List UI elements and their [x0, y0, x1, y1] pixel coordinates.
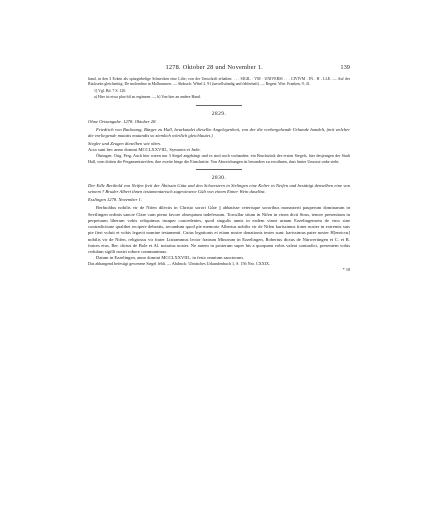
doc2-note: Das abhangend befestigt gewesene Siegel fehlt. — Abdruck: Ulmisches Urkundenbuch 1, S. 156 Nro. CXXIX.	[88, 261, 271, 267]
doc1-regest: Friedrich von Backnang, Bürger zu Hall, beurkundet dieselbe Angelegenheit, von der die vorhergehende Urkunde handelt, (mit welcher die vorliegende mutatis mutandis so ziemlich wörtlich gleichlautet.)	[88, 126, 350, 138]
doc2-closing: Datum in Ezzelingen, anno domini MCCLXXVIII., in festo omnium sanctorum.	[96, 255, 244, 261]
document-page	[88, 64, 350, 275]
doc1-description: Öhringen. Orig. Perg. Auch hier waren nur 3 Siegel angehängt und es sind noch vorhanden: ein Bruchstück des ersten Siegels, hier desjenigen der Stadt Hall, vom dritten die Pergamentstreifen, ihre zweite hinge die Einschnitte. Von Abweichungen ist besonders zu erwähnen, dass hinter Umosse onbe steht.	[88, 153, 350, 164]
signature-mark: * 18	[342, 266, 350, 272]
page-header	[88, 64, 350, 71]
footnote-2: a) Hier ist etwa plus-bil zu ergänzen. — b) Von hier an andere Hand.	[94, 94, 201, 99]
continuation-text: hand, in den 3 Ecken als spitzgiebelige Schnecken eine Lilie; von der Umschrift erhalten: . . . SIGIL · VM · UNIVERSI . . . CIVIVM . IN . H . LLE. — Auf der Rückseite gleichzeitig: De molendino in Molbrunnen. — Abdruck: Wibel 2, 91 (unvollständig und fehlerhaft). — Regest: Wirt. Franken, 9, 41.	[88, 77, 350, 87]
document-number-2830: 2830.	[211, 175, 227, 182]
section-divider-2	[196, 169, 242, 170]
page-number: 139	[340, 64, 350, 71]
footnote-1: 1) Vgl. Bd. 7 S. 120.	[94, 89, 127, 94]
doc1-text: Acta sunt hec anno domini MCCLXXVIII., Symonis et Jude.	[88, 147, 201, 153]
doc2-text: Berhtoldus nobilis vir de Nifen dilectis in Christo sorori Gůte || abbatisse ceterisque sororibus monasterii pauperum dominarum in Sevilingen ordinis sancte Clare cum pieno favore obsequium indefessum. Torcullar situm in Nifen in vinea dicti Strus, tenore presentium in perpetuum liberum vobis reliquimus insuper concedentes, quod singulis annis in eadem vinea urnam Ezzelingensem de vino sine contradictione qualibet recipere debeatis, secundum quod pie memorie Albertus nobilis vir de Nifen karissimus frater noster in extremis suis pie fieri voluit et vobis legavit nomine testamenti. Cuius legationis et etiam nostre donationis testes sunt: karissimus pater noster H[enricus] nobilis vir de Nifen, religiosus vir frater Listrammus lector fratrum Minorum in Ezzelingen, Robertus dictus de Nürwertingen et C. et R. fratres eius, Ber. dictus de Bole et Al. notarius noster. Ne autem in posterum super his a quoquam vobis valeat contradici, presentem vobis cedulam sigilli nostri robore communimus.	[88, 205, 350, 254]
section-divider	[196, 105, 242, 106]
doc2-date-line: Esslingen 1278. November 1.	[88, 197, 142, 203]
running-title: 1278. Oktober 28 und November 1.	[165, 64, 263, 71]
doc2-regest: Der Edle Berthold von Neifen freit der Äbtissin Güta und den Schwestern in Sirlingen eine Kelter in Neifen und bestätigt denselben eine von seinem † Bruder Albert ihnen testamentarisch zugewiesene Gült von einem Eimer Wein daselbst.	[88, 183, 350, 195]
doc1-witnesses: Siegler und Zeugen dieselben wie oben.	[88, 141, 161, 147]
document-number-2829: 2829.	[211, 110, 227, 117]
doc1-heading: Ohne Ortsangabe. 1278. Oktober 28.	[88, 118, 157, 124]
